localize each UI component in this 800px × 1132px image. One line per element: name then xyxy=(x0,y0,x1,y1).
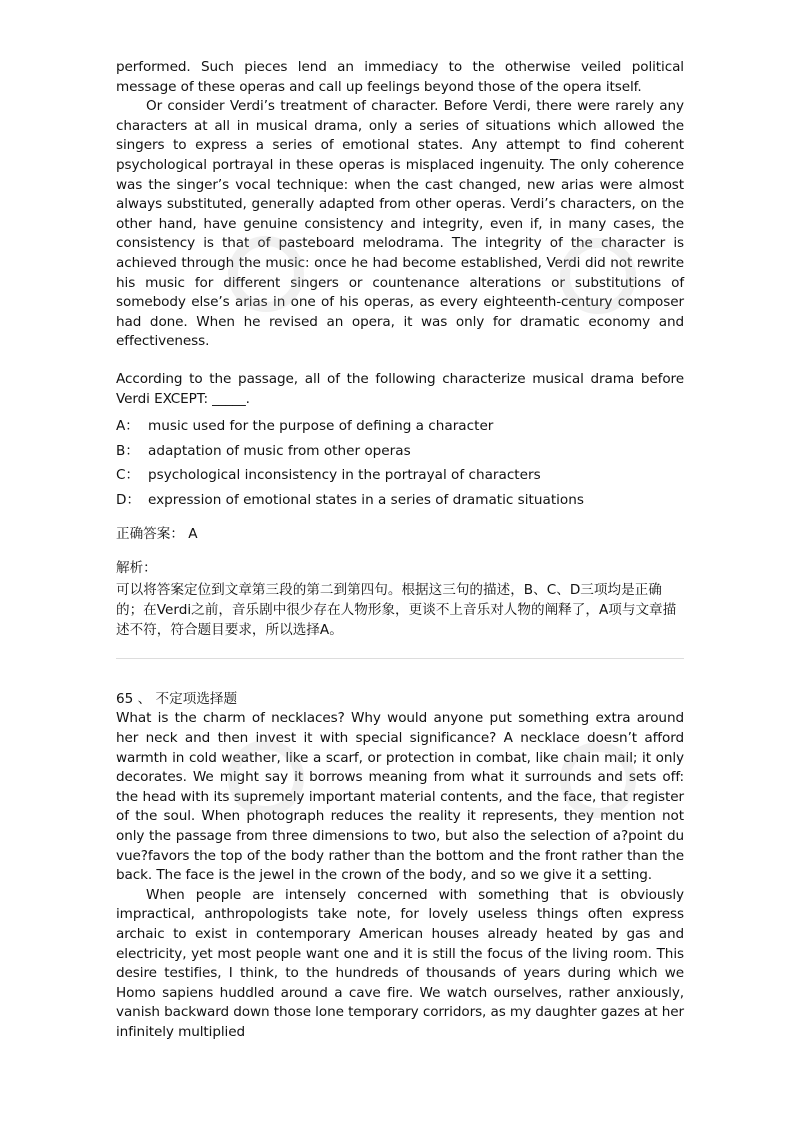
option-label: D： xyxy=(116,491,141,508)
analysis-text: 可以将答案定位到文章第三段的第二到第四句。根据这三句的描述，B、C、D三项均是正确的；在Verdi之前，音乐剧中很少存在人物形象，更谈不上音乐对人物的阐释了，A项与文章描述不符，符合题目要求，所以选择A。 xyxy=(116,582,677,639)
option-d[interactable] xyxy=(116,491,684,511)
passage-paragraph: What is the charm of necklaces? Why would anyone put something extra around her neck and then invest it with special significance? A necklace doesn’t afford warmth in cold weather, like a scarf, or protection in combat, like chain mail; it only decorates. We might say it borrows meaning from what it surrounds and sets off: the head with its supremely important material contents, and the face, that register of the soul. When photograph reduces the reality it represents, they mention not only the passage from three dimensions to two, but also the selection of a?point du vue?favors the top of the body rather than the bottom and the front rather than the back. The face is the jewel in the crown of the body, and so we give it a setting. xyxy=(116,710,684,884)
option-text: music used for the purpose of defining a character xyxy=(148,418,494,435)
passage-paragraph: When people are intensely concerned with something that is obviously impractical, anthropologists take note, for lovely useless things often express archaic to exist in contemporary American houses already heated by gas and electricity, yet most people want one and it is still the focus of the living room. This desire testifies, I think, to the hundreds of thousands of years during which we Homo sapiens huddled around a cave fire. We watch ourselves, rather anxiously, vanish backward down those lone temporary corridors, as my daughter gazes at her infinitely multiplied xyxy=(116,886,684,1040)
option-b[interactable] xyxy=(116,442,684,462)
analysis-title: 解析： xyxy=(116,560,157,577)
option-a[interactable] xyxy=(116,417,684,437)
option-c[interactable] xyxy=(116,466,684,486)
option-text: expression of emotional states in a series of dramatic situations xyxy=(148,491,584,508)
option-text: adaptation of music from other operas xyxy=(148,442,411,459)
option-label: C： xyxy=(116,467,140,484)
correct-answer: 正确答案： A xyxy=(116,526,198,543)
passage-paragraph: performed. Such pieces lend an immediacy to the otherwise veiled political message of these operas and call up feelings beyond those of the opera itself. xyxy=(116,59,684,95)
option-label: A： xyxy=(116,418,139,435)
options-list xyxy=(116,417,684,510)
question-heading: 65 、 不定项选择题 xyxy=(116,691,238,708)
section-divider xyxy=(116,658,684,659)
document-page xyxy=(116,58,684,1043)
option-text: psychological inconsistency in the portrayal of characters xyxy=(148,467,541,484)
passage-paragraph: Or consider Verdi’s treatment of character. Before Verdi, there were rarely any characters at all in musical drama, only a series of situations which allowed the singers to express a series of emotional states. Any attempt to find coherent psychological portrayal in these operas is misplaced ingenuity. The only coherence was the singer’s vocal technique: when the cast changed, new arias were almost always substituted, generally adapted from other operas. Verdi’s characters, on the other hand, have genuine consistency and integrity, even if, in many cases, the consistency is that of pasteboard melodrama. The integrity of the character is achieved through the music: once he had become established, Verdi did not rewrite his music for different singers or countenance alterations or substitutions of somebody else’s arias in one of his operas, as every eighteenth-century composer had done. When he revised an opera, it was only for dramatic economy and effectiveness. xyxy=(116,98,684,350)
question-text: According to the passage, all of the following characterize musical drama before Verdi EXCEPT: _____. xyxy=(116,370,684,407)
option-label: B： xyxy=(116,442,139,459)
